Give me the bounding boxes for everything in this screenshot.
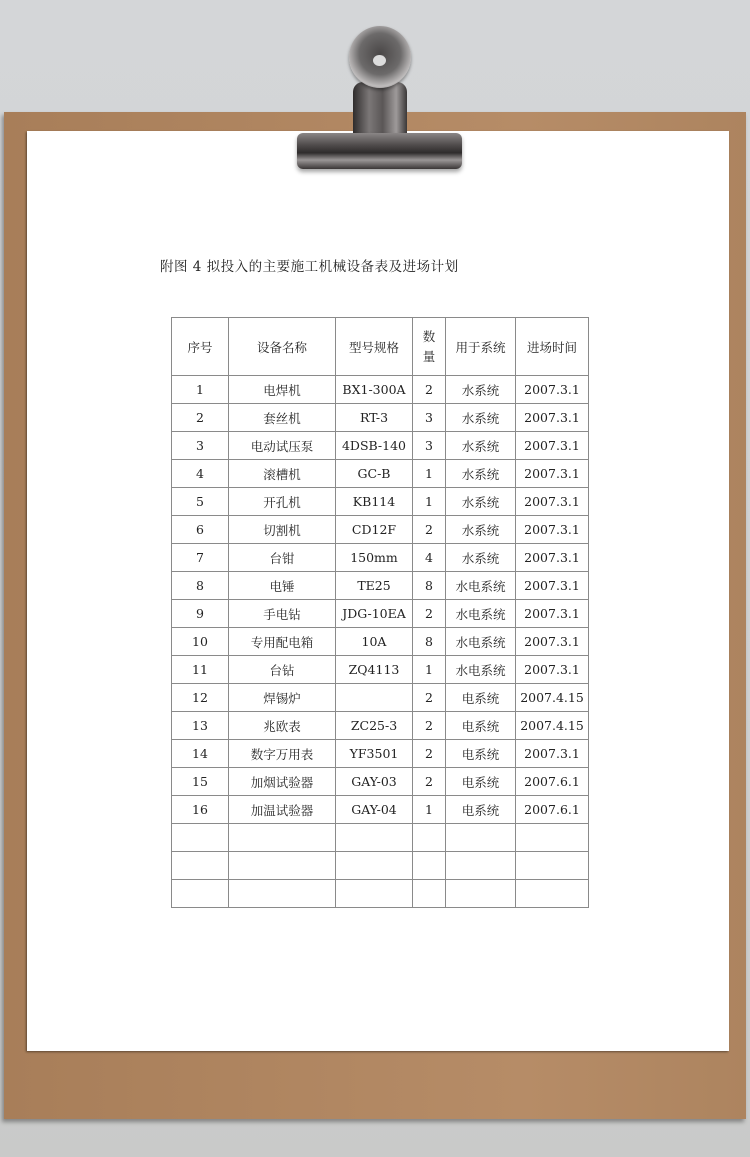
row-system: 水电系统 <box>446 656 516 684</box>
row-name: 电锤 <box>229 572 336 600</box>
row-date: 2007.6.1 <box>516 796 589 824</box>
row-date: 2007.3.1 <box>516 628 589 656</box>
table-body <box>172 376 589 908</box>
row-qty: 1 <box>413 488 446 516</box>
row-date: 2007.3.1 <box>516 460 589 488</box>
row-no: 11 <box>172 656 229 684</box>
row-no: 2 <box>172 404 229 432</box>
row-name: 电焊机 <box>229 376 336 404</box>
row-name: 手电钻 <box>229 600 336 628</box>
table-row <box>172 404 589 432</box>
row-model: CD12F <box>336 516 413 544</box>
empty-cell <box>229 852 336 880</box>
empty-cell <box>446 880 516 908</box>
header-date: 进场时间 <box>516 318 589 376</box>
empty-cell <box>516 852 589 880</box>
row-name: 兆欧表 <box>229 712 336 740</box>
row-name: 专用配电箱 <box>229 628 336 656</box>
row-system: 电系统 <box>446 796 516 824</box>
row-date: 2007.3.1 <box>516 544 589 572</box>
table-row <box>172 460 589 488</box>
empty-cell <box>336 824 413 852</box>
empty-cell <box>336 880 413 908</box>
table-row <box>172 656 589 684</box>
table-row <box>172 684 589 712</box>
row-qty: 3 <box>413 432 446 460</box>
row-no: 15 <box>172 768 229 796</box>
empty-cell <box>516 880 589 908</box>
row-date: 2007.4.15 <box>516 712 589 740</box>
row-qty: 1 <box>413 656 446 684</box>
row-name: 数字万用表 <box>229 740 336 768</box>
table-row <box>172 488 589 516</box>
row-system: 水系统 <box>446 460 516 488</box>
row-model: 4DSB-140 <box>336 432 413 460</box>
binder-clip-base <box>297 133 462 169</box>
row-date: 2007.3.1 <box>516 740 589 768</box>
row-date: 2007.3.1 <box>516 488 589 516</box>
table-header-row <box>172 318 589 376</box>
row-model: GAY-04 <box>336 796 413 824</box>
row-model: KB114 <box>336 488 413 516</box>
header-qty <box>413 318 446 376</box>
row-no: 1 <box>172 376 229 404</box>
header-model: 型号规格 <box>336 318 413 376</box>
row-no: 3 <box>172 432 229 460</box>
row-system: 水系统 <box>446 544 516 572</box>
empty-cell <box>516 824 589 852</box>
table-row <box>172 712 589 740</box>
empty-cell <box>446 852 516 880</box>
row-date: 2007.3.1 <box>516 516 589 544</box>
row-model <box>336 684 413 712</box>
binder-clip-neck <box>353 82 407 140</box>
header-qty-label: 数量 <box>422 328 436 364</box>
row-qty: 3 <box>413 404 446 432</box>
row-no: 6 <box>172 516 229 544</box>
row-system: 水电系统 <box>446 628 516 656</box>
table-row <box>172 544 589 572</box>
row-name: 开孔机 <box>229 488 336 516</box>
row-qty: 2 <box>413 516 446 544</box>
row-system: 水系统 <box>446 488 516 516</box>
row-date: 2007.4.15 <box>516 684 589 712</box>
row-system: 水电系统 <box>446 600 516 628</box>
row-name: 台钻 <box>229 656 336 684</box>
row-model: YF3501 <box>336 740 413 768</box>
row-name: 加烟试验器 <box>229 768 336 796</box>
row-name: 滚槽机 <box>229 460 336 488</box>
empty-cell <box>172 852 229 880</box>
table-row <box>172 768 589 796</box>
row-name: 加温试验器 <box>229 796 336 824</box>
document-title: 附图 4 拟投入的主要施工机械设备表及进场计划 <box>160 259 459 275</box>
equipment-table <box>171 317 589 908</box>
row-name: 套丝机 <box>229 404 336 432</box>
row-model: GC-B <box>336 460 413 488</box>
row-no: 4 <box>172 460 229 488</box>
table-row <box>172 432 589 460</box>
binder-clip-hole <box>373 55 386 66</box>
row-system: 电系统 <box>446 740 516 768</box>
header-name: 设备名称 <box>229 318 336 376</box>
empty-cell <box>172 824 229 852</box>
row-model: RT-3 <box>336 404 413 432</box>
table-row <box>172 572 589 600</box>
row-no: 16 <box>172 796 229 824</box>
empty-cell <box>413 824 446 852</box>
row-qty: 1 <box>413 460 446 488</box>
row-system: 电系统 <box>446 768 516 796</box>
row-qty: 1 <box>413 796 446 824</box>
table-row <box>172 376 589 404</box>
empty-cell <box>413 852 446 880</box>
row-date: 2007.3.1 <box>516 656 589 684</box>
row-date: 2007.3.1 <box>516 404 589 432</box>
table-row <box>172 796 589 824</box>
row-qty: 8 <box>413 628 446 656</box>
empty-cell <box>413 880 446 908</box>
row-qty: 2 <box>413 712 446 740</box>
row-qty: 2 <box>413 684 446 712</box>
row-model: JDG-10EA <box>336 600 413 628</box>
header-system: 用于系统 <box>446 318 516 376</box>
table-row <box>172 740 589 768</box>
row-model: 10A <box>336 628 413 656</box>
row-qty: 2 <box>413 740 446 768</box>
row-system: 水系统 <box>446 376 516 404</box>
row-system: 水系统 <box>446 432 516 460</box>
table-row <box>172 516 589 544</box>
table-row <box>172 628 589 656</box>
row-no: 9 <box>172 600 229 628</box>
row-qty: 8 <box>413 572 446 600</box>
empty-cell <box>229 880 336 908</box>
table-row <box>172 600 589 628</box>
row-qty: 2 <box>413 600 446 628</box>
row-date: 2007.3.1 <box>516 376 589 404</box>
table-row-empty <box>172 880 589 908</box>
row-model: 150mm <box>336 544 413 572</box>
row-no: 12 <box>172 684 229 712</box>
row-model: BX1-300A <box>336 376 413 404</box>
empty-cell <box>446 824 516 852</box>
table-row-empty <box>172 852 589 880</box>
row-no: 5 <box>172 488 229 516</box>
row-model: ZQ4113 <box>336 656 413 684</box>
row-system: 水系统 <box>446 404 516 432</box>
row-model: TE25 <box>336 572 413 600</box>
table-row-empty <box>172 824 589 852</box>
row-model: ZC25-3 <box>336 712 413 740</box>
row-qty: 2 <box>413 768 446 796</box>
row-system: 水电系统 <box>446 572 516 600</box>
row-qty: 4 <box>413 544 446 572</box>
header-no: 序号 <box>172 318 229 376</box>
row-no: 10 <box>172 628 229 656</box>
row-model: GAY-03 <box>336 768 413 796</box>
row-date: 2007.3.1 <box>516 572 589 600</box>
row-system: 电系统 <box>446 684 516 712</box>
row-date: 2007.6.1 <box>516 768 589 796</box>
row-name: 焊锡炉 <box>229 684 336 712</box>
row-no: 13 <box>172 712 229 740</box>
row-name: 切割机 <box>229 516 336 544</box>
row-name: 台钳 <box>229 544 336 572</box>
empty-cell <box>229 824 336 852</box>
row-system: 电系统 <box>446 712 516 740</box>
row-no: 8 <box>172 572 229 600</box>
row-system: 水系统 <box>446 516 516 544</box>
row-name: 电动试压泵 <box>229 432 336 460</box>
row-qty: 2 <box>413 376 446 404</box>
empty-cell <box>172 880 229 908</box>
row-no: 14 <box>172 740 229 768</box>
empty-cell <box>336 852 413 880</box>
row-no: 7 <box>172 544 229 572</box>
row-date: 2007.3.1 <box>516 432 589 460</box>
row-date: 2007.3.1 <box>516 600 589 628</box>
